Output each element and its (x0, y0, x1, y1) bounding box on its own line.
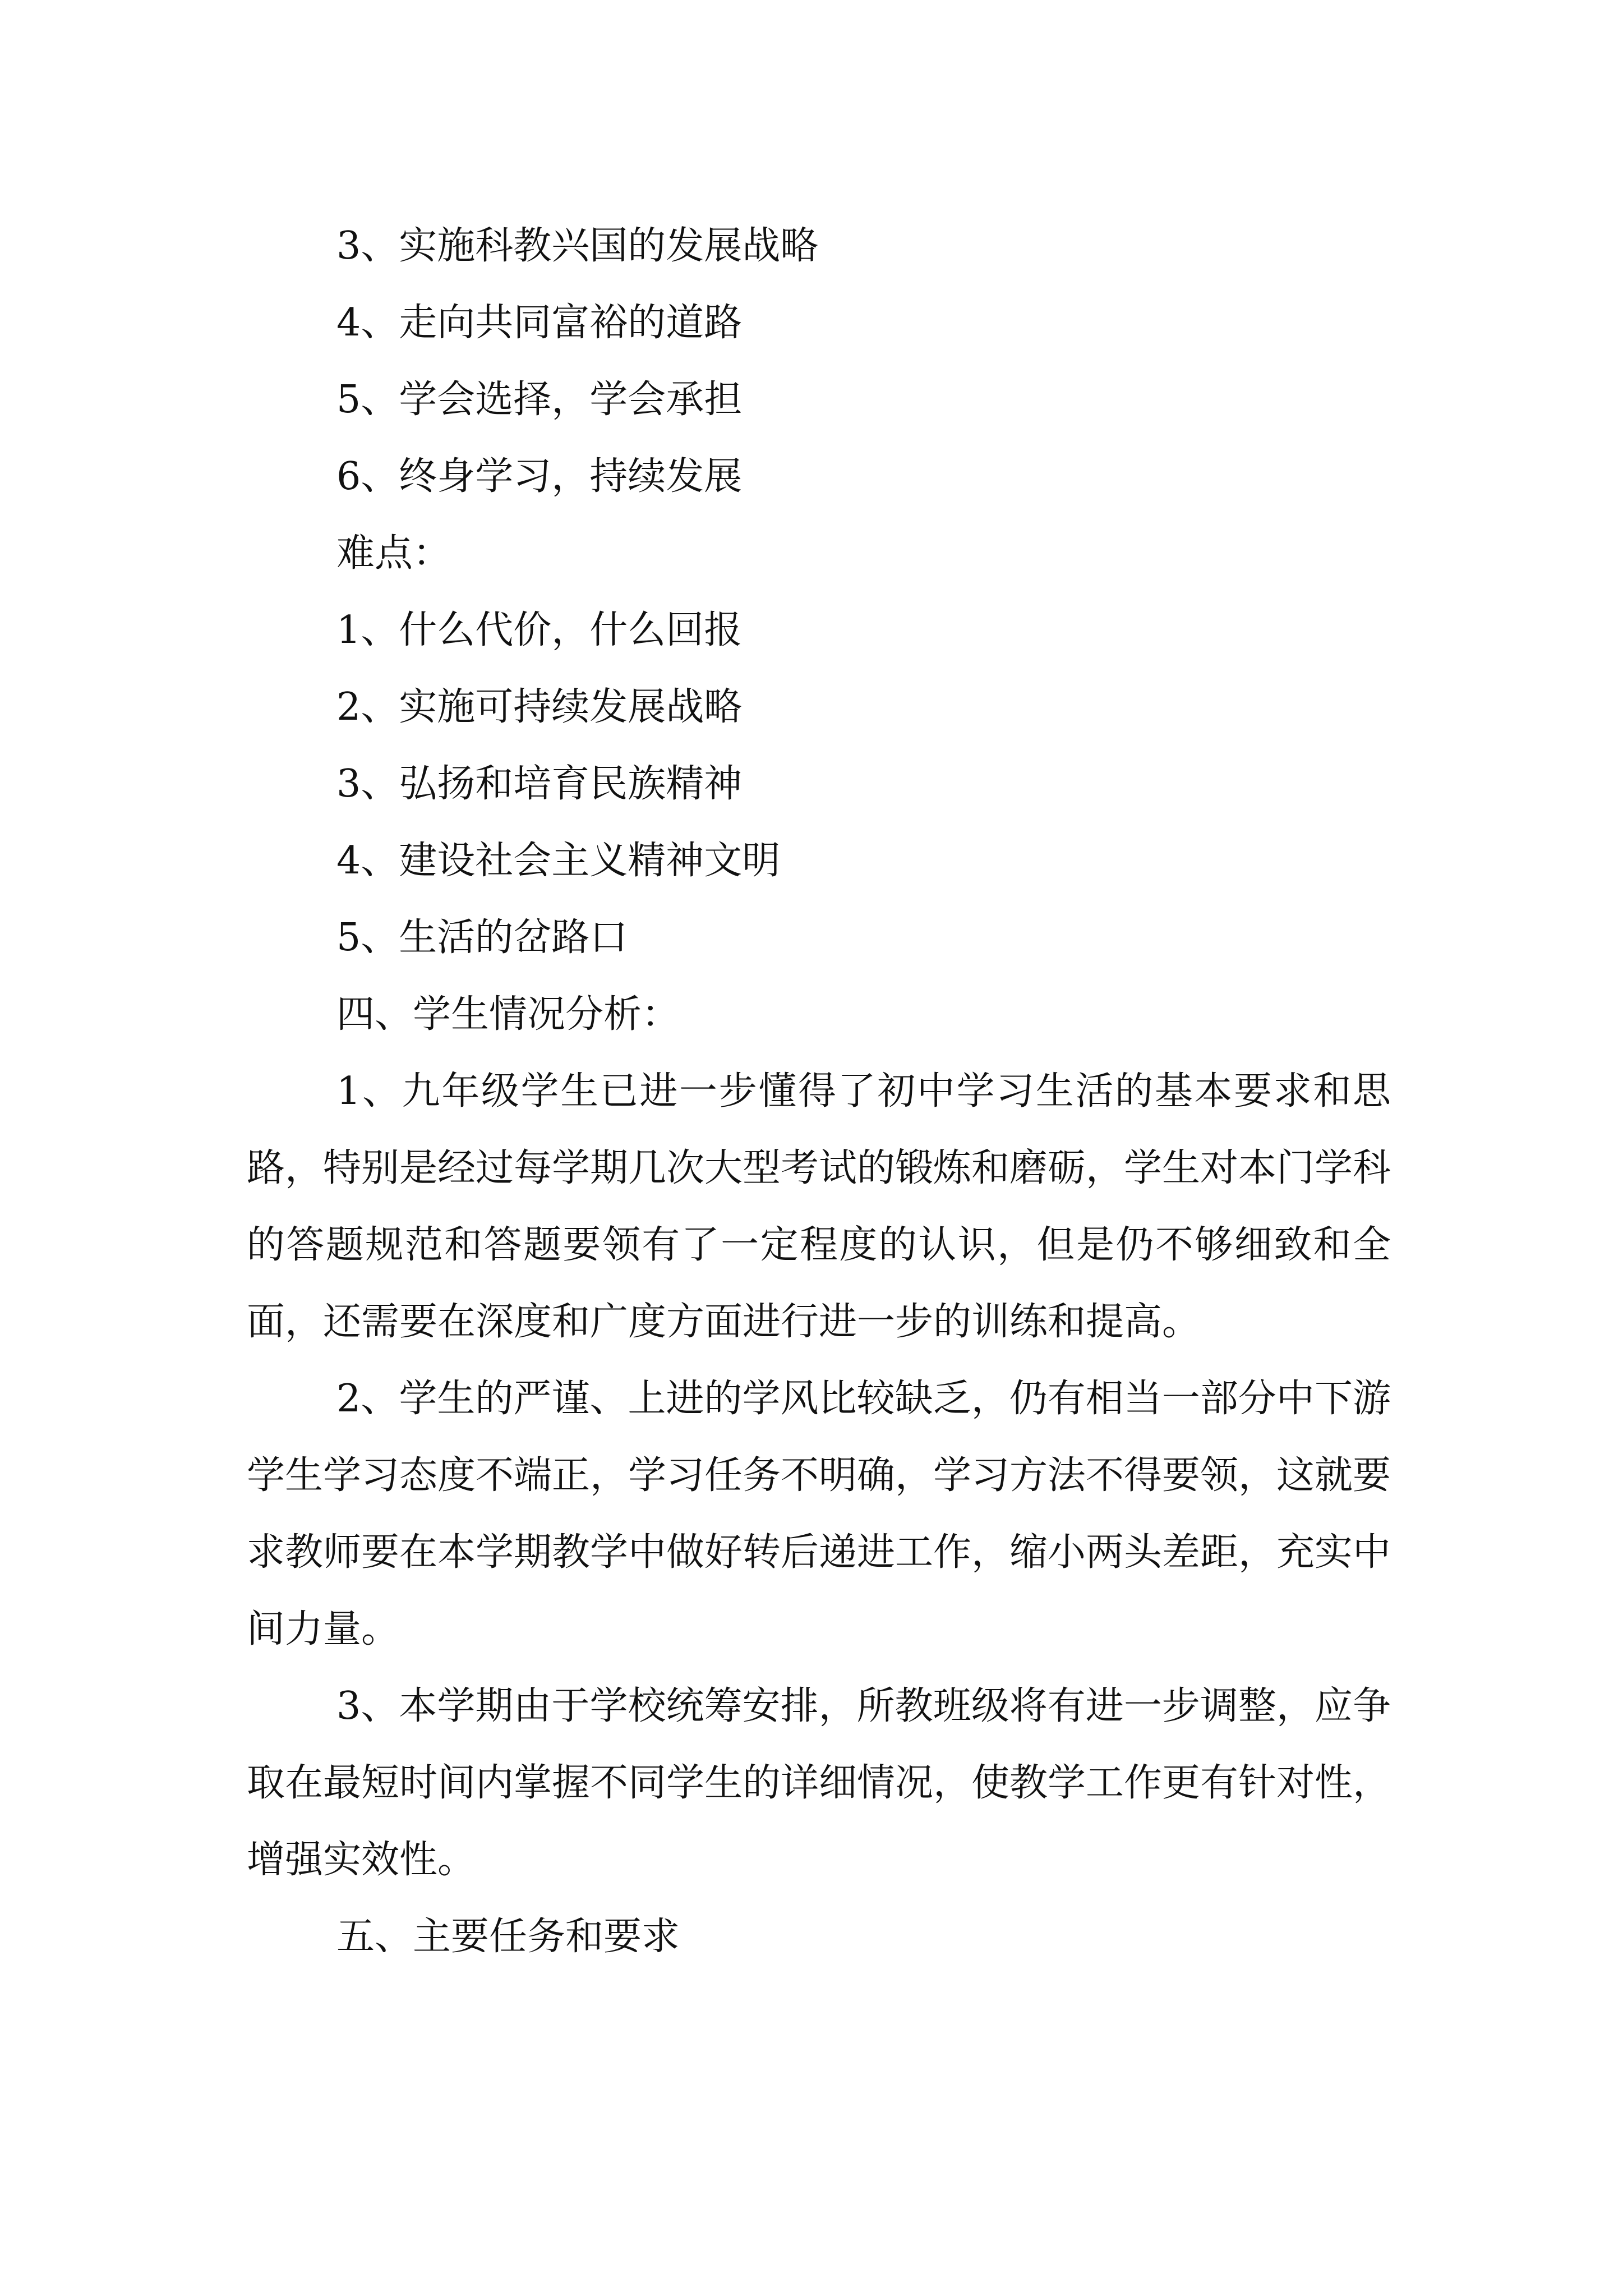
paragraph: 2、学生的严谨、上进的学风比较缺乏，仍有相当一部分中下游学生学习态度不端正，学习任务不明确，学习方法不得要领，这就要求教师要在本学期教学中做好转后递进工作，缩小两头差距，充实中间力量。 (247, 1377, 1391, 1651)
section-label-difficulties: 难点： (336, 531, 451, 576)
paragraph: 3、本学期由于学校统筹安排，所教班级将有进一步调整，应争取在最短时间内掌握不同学生的详细情况，使教学工作更有针对性，增强实效性。 (247, 1684, 1391, 1882)
list-item: 4、建设社会主义精神文明 (336, 839, 781, 883)
document-body (247, 208, 1391, 1975)
list-item: 1、什么代价，什么回报 (336, 608, 743, 652)
list-item: 2、实施可持续发展战略 (336, 685, 743, 729)
section-heading-tasks: 五、主要任务和要求 (336, 1915, 680, 1959)
list-item: 6、终身学习，持续发展 (336, 454, 743, 499)
paragraph: 1、九年级学生已进一步懂得了初中学习生活的基本要求和思路，特别是经过每学期几次大型考试的锻炼和磨砺，学生对本门学科的答题规范和答题要领有了一定程度的认识，但是仍不够细致和全面，还需要在深度和广度方面进行进一步的训练和提高。 (247, 1069, 1391, 1344)
section-heading-student-analysis: 四、学生情况分析： (336, 992, 680, 1037)
list-item: 3、实施科教兴国的发展战略 (336, 224, 819, 268)
list-item: 5、学会选择，学会承担 (336, 378, 743, 422)
list-item: 5、生活的岔路口 (336, 915, 628, 960)
list-item: 3、弘扬和培育民族精神 (336, 762, 743, 806)
list-item: 4、走向共同富裕的道路 (336, 301, 743, 345)
